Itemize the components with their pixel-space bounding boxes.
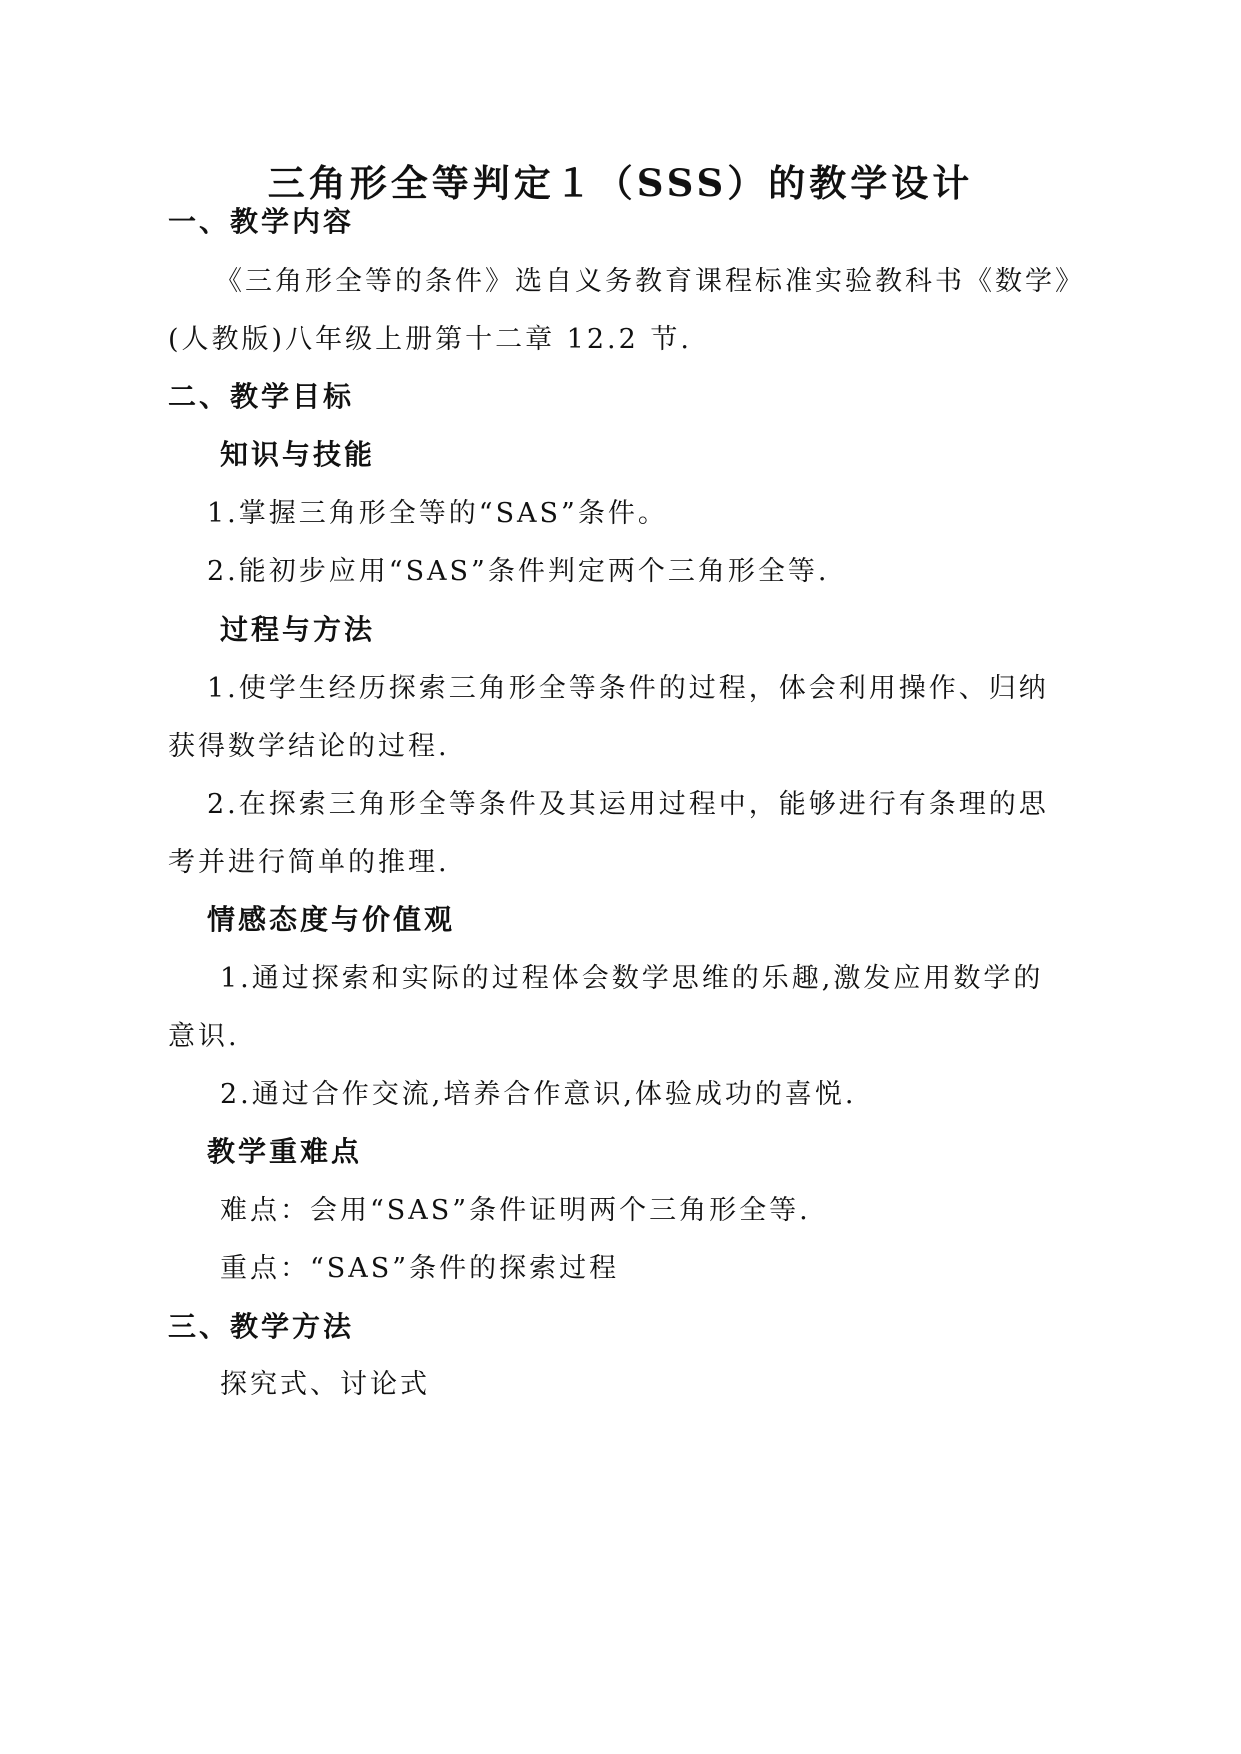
difficulty-point: 难点：会用“SAS”条件证明两个三角形全等. (220, 1195, 811, 1226)
section-heading-teaching-goals: 二、教学目标 (168, 380, 355, 413)
list-item: 2.能初步应用“SAS”条件判定两个三角形全等. (207, 556, 830, 587)
focus-point: 重点：“SAS”条件的探索过程 (220, 1253, 620, 1284)
list-item: 1.使学生经历探索三角形全等条件的过程，体会利用操作、归纳 (207, 673, 1049, 704)
list-item: 2.在探索三角形全等条件及其运用过程中，能够进行有条理的思 (207, 789, 1049, 820)
subheading-key-points: 教学重难点 (207, 1135, 363, 1168)
subheading-process-methods: 过程与方法 (220, 613, 376, 646)
paragraph-line: (人教版)八年级上册第十二章 12.2 节. (168, 324, 692, 355)
document-title: 三角形全等判定１（SSS）的教学设计 (267, 161, 974, 205)
methods-content: 探究式、讨论式 (220, 1369, 430, 1400)
list-item: 1.通过探索和实际的过程体会数学思维的乐趣,激发应用数学的 (220, 963, 1044, 994)
section-heading-teaching-methods: 三、教学方法 (168, 1310, 355, 1343)
paragraph-line: 《三角形全等的条件》选自义务教育课程标准实验教科书《数学》 (215, 266, 1085, 297)
list-item-continuation: 意识. (168, 1021, 240, 1052)
section-heading-teaching-content: 一、教学内容 (168, 205, 355, 238)
subheading-knowledge-skills: 知识与技能 (220, 438, 376, 471)
list-item-continuation: 获得数学结论的过程. (168, 731, 450, 762)
list-item: 2.通过合作交流,培养合作意识,体验成功的喜悦. (220, 1079, 857, 1110)
list-item: 1.掌握三角形全等的“SAS”条件。 (207, 498, 668, 529)
subheading-attitudes-values: 情感态度与价值观 (207, 903, 456, 936)
list-item-continuation: 考并进行简单的推理. (168, 847, 450, 878)
